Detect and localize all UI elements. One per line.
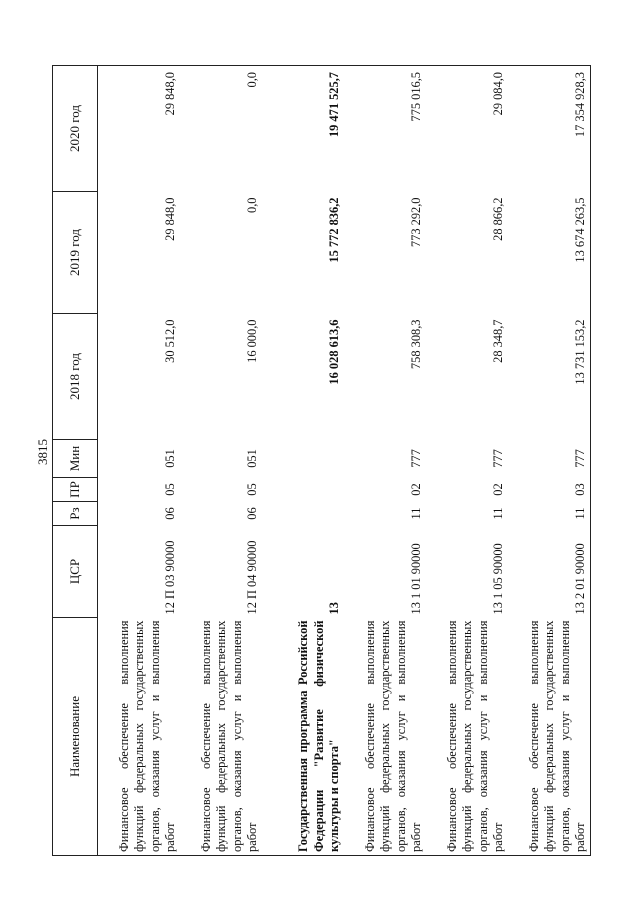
cell-year-2019: 0,0 xyxy=(244,197,259,213)
cell-min: 051 xyxy=(162,449,177,468)
cell-year-2019: 773 292,0 xyxy=(408,197,423,248)
cell-year-2019: 28 866,2 xyxy=(490,197,505,241)
cell-pr xyxy=(262,478,344,502)
header-2019: 2019 год xyxy=(53,192,98,314)
cell-year-2020: 29 084,0 xyxy=(426,66,508,192)
cell-csr: 12 П 03 90000 xyxy=(162,540,177,615)
cell-year-2019: 29 848,0 xyxy=(162,197,177,241)
cell-rz: 11 xyxy=(490,507,505,520)
cell-csr: 13 xyxy=(326,602,341,615)
header-2018: 2018 год xyxy=(53,314,98,440)
cell-name: Финансовое обеспечение выполнения функций федеральных государственных органов, оказания услуг и выполнения работ xyxy=(344,618,426,856)
cell-year-2018: 16 000,0 xyxy=(244,319,259,363)
table-body xyxy=(98,66,591,856)
cell-name: Государственная программа Российской Федерации "Развитие физической культуры и спорта" xyxy=(262,618,344,856)
cell-year-2018: 30 512,0 xyxy=(162,319,177,363)
cell-name: Финансовое обеспечение выполнения функций федеральных государственных органов, оказания услуг и выполнения работ xyxy=(426,618,508,856)
header-rz: Рз xyxy=(53,502,98,526)
rotated-page xyxy=(52,66,590,856)
cell-year-2020: 19 471 525,7 xyxy=(262,66,344,192)
cell-year-2018: 16 028 613,6 xyxy=(326,319,341,385)
cell-year-2019: 13 674 263,5 xyxy=(508,192,591,314)
cell-year-2019: 15 772 836,2 xyxy=(326,197,341,263)
cell-min: 777 xyxy=(508,440,591,478)
cell-year-2020: 17 354 928,3 xyxy=(508,66,591,192)
header-2020: 2020 год xyxy=(53,66,98,192)
table-row xyxy=(98,66,181,856)
cell-min: 051 xyxy=(244,449,259,468)
cell-year-2020: 775 016,5 xyxy=(344,66,426,192)
cell-rz: 06 xyxy=(162,507,177,520)
budget-table xyxy=(52,65,591,856)
table-row xyxy=(508,66,591,856)
table-row xyxy=(262,66,344,856)
cell-rz xyxy=(262,502,344,526)
cell-pr: 02 xyxy=(490,483,505,496)
table-row xyxy=(426,66,508,856)
cell-min: 777 xyxy=(408,449,423,468)
cell-rz: 11 xyxy=(508,502,591,526)
header-row xyxy=(53,66,98,856)
cell-pr: 05 xyxy=(162,483,177,496)
cell-year-2018: 758 308,3 xyxy=(408,319,423,370)
cell-csr: 12 П 04 90000 xyxy=(244,540,259,615)
cell-csr: 13 1 01 90000 xyxy=(408,543,423,615)
cell-year-2018: 28 348,7 xyxy=(490,319,505,363)
cell-year-2018: 13 731 153,2 xyxy=(508,314,591,440)
table-row xyxy=(180,66,262,856)
page-number: 3815 xyxy=(35,439,50,465)
cell-year-2020: 29 848,0 xyxy=(98,66,181,192)
cell-min xyxy=(262,440,344,478)
cell-name: Финансовое обеспечение выполнения функций федеральных государственных органов, оказания услуг и выполнения работ xyxy=(180,618,262,856)
cell-pr: 02 xyxy=(408,483,423,496)
cell-min: 777 xyxy=(490,449,505,468)
header-csr: ЦСР xyxy=(53,526,98,618)
cell-rz: 11 xyxy=(408,507,423,520)
header-min: Мин xyxy=(53,440,98,478)
cell-pr: 03 xyxy=(508,478,591,502)
cell-name: Финансовое обеспечение выполнения функций федеральных государственных органов, оказания услуг и выполнения работ xyxy=(98,618,181,856)
cell-name: Финансовое обеспечение выполнения функций федеральных государственных органов, оказания услуг и выполнения работ xyxy=(508,618,591,856)
header-name: Наименование xyxy=(53,618,98,856)
cell-csr: 13 1 05 90000 xyxy=(490,543,505,615)
cell-pr: 05 xyxy=(244,483,259,496)
header-pr: ПР xyxy=(53,478,98,502)
cell-csr: 13 2 01 90000 xyxy=(508,526,591,618)
cell-year-2020: 0,0 xyxy=(180,66,262,192)
cell-rz: 06 xyxy=(244,507,259,520)
table-row xyxy=(344,66,426,856)
